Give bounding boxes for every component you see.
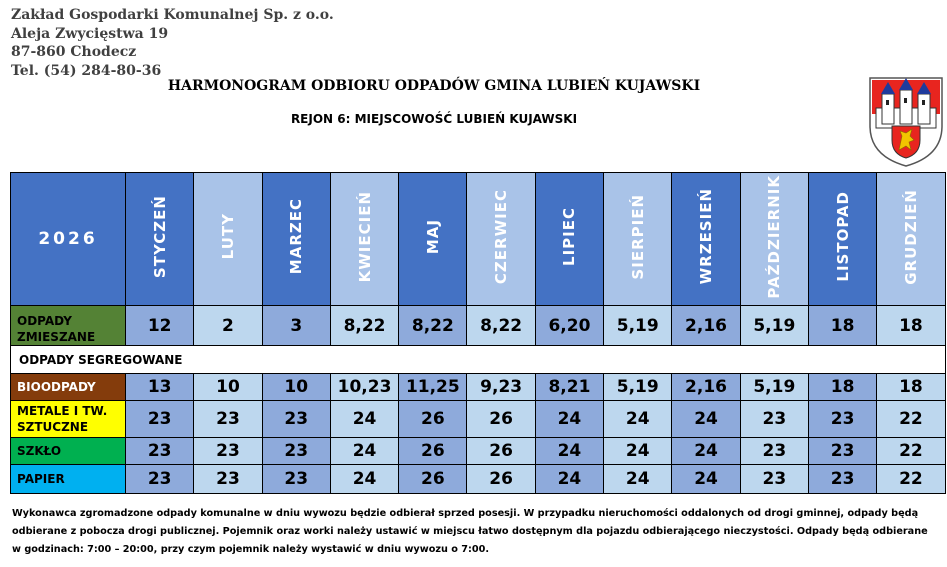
month-header: MAJ	[399, 173, 467, 306]
date-cell: 23	[740, 401, 808, 438]
date-cell: 12	[126, 306, 194, 346]
date-cell: 18	[808, 374, 876, 401]
page-subtitle: REJON 6: MIEJSCOWOŚĆ LUBIEŃ KUJAWSKI	[290, 112, 578, 126]
date-cell: 8,22	[330, 306, 398, 346]
date-cell: 22	[877, 401, 945, 438]
date-cell: 24	[535, 465, 603, 494]
coat-of-arms-icon	[866, 74, 946, 168]
date-cell: 26	[467, 465, 535, 494]
date-cell: 5,19	[604, 306, 672, 346]
date-cell: 6,20	[535, 306, 603, 346]
month-header: SIERPIEŃ	[604, 173, 672, 306]
date-cell: 23	[262, 401, 330, 438]
date-cell: 24	[604, 438, 672, 465]
company-street: Aleja Zwycięstwa 19	[11, 25, 169, 42]
date-cell: 10	[262, 374, 330, 401]
date-cell: 2,16	[672, 306, 740, 346]
segregated-heading-row	[11, 346, 946, 374]
date-cell: 24	[330, 465, 398, 494]
date-cell: 18	[877, 306, 945, 346]
date-cell: 23	[808, 465, 876, 494]
date-cell: 24	[330, 401, 398, 438]
date-cell: 24	[672, 438, 740, 465]
date-cell: 24	[535, 401, 603, 438]
company-phone: Tel. (54) 284-80-36	[11, 62, 162, 79]
month-header: MARZEC	[262, 173, 330, 306]
date-cell: 13	[126, 374, 194, 401]
month-header: KWIECIEŃ	[330, 173, 398, 306]
glass-row	[11, 438, 946, 465]
metal-plastic-row	[11, 401, 946, 438]
company-info	[11, 6, 334, 80]
year-cell: 2026	[11, 173, 126, 306]
date-cell: 23	[126, 465, 194, 494]
date-cell: 10	[194, 374, 262, 401]
date-cell: 24	[672, 401, 740, 438]
bio-waste-label: BIOODPADY	[11, 374, 126, 401]
footer-note: Wykonawca zgromadzone odpady komunalne w dniu wywozu będzie odbierał sprzed posesji. W przypadku nieruchomości oddalonych od drogi gminnej, odpady będą odbierane z pobocza drogi publicznej. Pojemnik oraz worki należy ustawić w miejscu łatwo dostępnym dla pojazdu odbierającego nieczystości. Odpady będą odbierane w godzinach: 7:00 – 20:00, przy czym pojemnik należy wystawić w dniu wywozu o 7:00.	[12, 508, 928, 555]
date-cell: 24	[604, 465, 672, 494]
schedule-table	[10, 172, 946, 494]
date-cell: 2	[194, 306, 262, 346]
mixed-waste-label: ODPADY ZMIESZANE	[11, 306, 126, 346]
date-cell: 23	[740, 465, 808, 494]
glass-label: SZKŁO	[11, 438, 126, 465]
date-cell: 8,21	[535, 374, 603, 401]
date-cell: 23	[126, 401, 194, 438]
date-cell: 8,22	[467, 306, 535, 346]
month-header: WRZESIEŃ	[672, 173, 740, 306]
segregated-heading: ODPADY SEGREGOWANE	[11, 346, 946, 374]
company-name: Zakład Gospodarki Komunalnej Sp. z o.o.	[11, 7, 334, 23]
date-cell: 18	[808, 306, 876, 346]
paper-label: PAPIER	[11, 465, 126, 494]
date-cell: 23	[740, 438, 808, 465]
date-cell: 23	[194, 438, 262, 465]
date-cell: 26	[467, 401, 535, 438]
date-cell: 2,16	[672, 374, 740, 401]
date-cell: 26	[467, 438, 535, 465]
months-header-row	[11, 173, 946, 306]
page-title: HARMONOGRAM ODBIORU ODPADÓW GMINA LUBIEŃ KUJAWSKI	[167, 78, 701, 94]
paper-row	[11, 465, 946, 494]
date-cell: 23	[194, 465, 262, 494]
date-cell: 26	[399, 465, 467, 494]
date-cell: 5,19	[740, 306, 808, 346]
date-cell: 22	[877, 465, 945, 494]
month-header: LISTOPAD	[808, 173, 876, 306]
month-header: GRUDZIEŃ	[877, 173, 945, 306]
date-cell: 23	[808, 438, 876, 465]
month-header: CZERWIEC	[467, 173, 535, 306]
date-cell: 23	[262, 438, 330, 465]
bio-waste-row	[11, 374, 946, 401]
mixed-waste-row	[11, 306, 946, 346]
month-header: STYCZEŃ	[126, 173, 194, 306]
date-cell: 5,19	[604, 374, 672, 401]
date-cell: 22	[877, 438, 945, 465]
metal-plastic-label: METALE I TW. SZTUCZNE	[11, 401, 126, 438]
month-header: LIPIEC	[535, 173, 603, 306]
month-header: PAŹDZIERNIK	[740, 173, 808, 306]
date-cell: 24	[604, 401, 672, 438]
date-cell: 23	[126, 438, 194, 465]
date-cell: 26	[399, 438, 467, 465]
date-cell: 24	[330, 438, 398, 465]
date-cell: 5,19	[740, 374, 808, 401]
date-cell: 26	[399, 401, 467, 438]
date-cell: 8,22	[399, 306, 467, 346]
date-cell: 23	[262, 465, 330, 494]
date-cell: 3	[262, 306, 330, 346]
company-postal: 87-860 Chodecz	[11, 44, 137, 60]
date-cell: 11,25	[399, 374, 467, 401]
date-cell: 24	[535, 438, 603, 465]
date-cell: 23	[194, 401, 262, 438]
date-cell: 23	[808, 401, 876, 438]
month-header: LUTY	[194, 173, 262, 306]
date-cell: 18	[877, 374, 945, 401]
date-cell: 24	[672, 465, 740, 494]
date-cell: 9,23	[467, 374, 535, 401]
date-cell: 10,23	[330, 374, 398, 401]
